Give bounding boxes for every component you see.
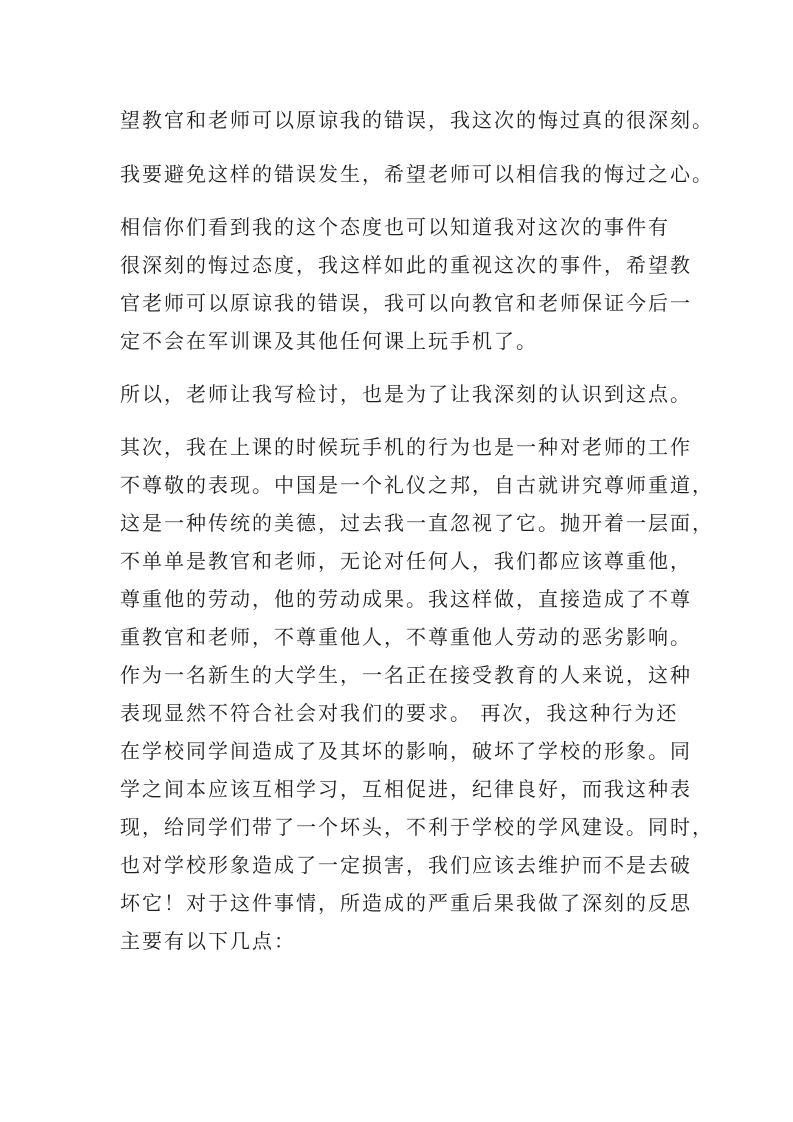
text-line: 在学校同学间造成了及其坏的影响，破坏了学校的形象。同 xyxy=(120,739,692,763)
text-line: 重教官和老师，不尊重他人，不尊重他人劳动的恶劣影响。 xyxy=(120,625,692,649)
text-line: 现，给同学们带了一个坏头，不利于学校的学风建设。同时， xyxy=(120,815,714,839)
text-line: 官老师可以原谅我的错误，我可以向教官和老师保证今后一 xyxy=(120,291,692,315)
text-line: 相信你们看到我的这个态度也可以知道我对这次的事件有 xyxy=(120,215,670,239)
text-line: 学之间本应该互相学习，互相促进，纪律良好，而我这种表 xyxy=(120,777,692,801)
text-line: 坏它！对于这件事情，所造成的严重后果我做了深刻的反思 xyxy=(120,891,692,915)
text-line: 这是一种传统的美德，过去我一直忽视了它。抛开着一层面， xyxy=(120,511,714,535)
text-line: 其次，我在上课的时候玩手机的行为也是一种对老师的工作 xyxy=(120,435,692,459)
text-line: 主要有以下几点： xyxy=(120,929,296,953)
text-line: 作为一名新生的大学生，一名正在接受教育的人来说，这种 xyxy=(120,663,692,687)
text-line: 也对学校形象造成了一定损害，我们应该去维护而不是去破 xyxy=(120,853,692,877)
text-line: 定不会在军训课及其他任何课上玩手机了。 xyxy=(120,329,538,353)
text-line: 我要避免这样的错误发生，希望老师可以相信我的悔过之心。 xyxy=(120,162,714,186)
text-line: 不单单是教官和老师，无论对任何人，我们都应该尊重他， xyxy=(120,549,692,573)
text-line: 所以，老师让我写检讨，也是为了让我深刻的认识到这点。 xyxy=(120,382,692,406)
text-line: 尊重他的劳动，他的劳动成果。我这样做，直接造成了不尊 xyxy=(120,587,692,611)
text-line: 表现显然不符合社会对我们的要求。 再次，我这种行为还 xyxy=(120,701,679,725)
text-line: 望教官和老师可以原谅我的错误，我这次的悔过真的很深刻。 xyxy=(120,108,714,132)
text-line: 不尊敬的表现。中国是一个礼仪之邦，自古就讲究尊师重道， xyxy=(120,473,714,497)
text-line: 很深刻的悔过态度，我这样如此的重视这次的事件，希望教 xyxy=(120,253,692,277)
